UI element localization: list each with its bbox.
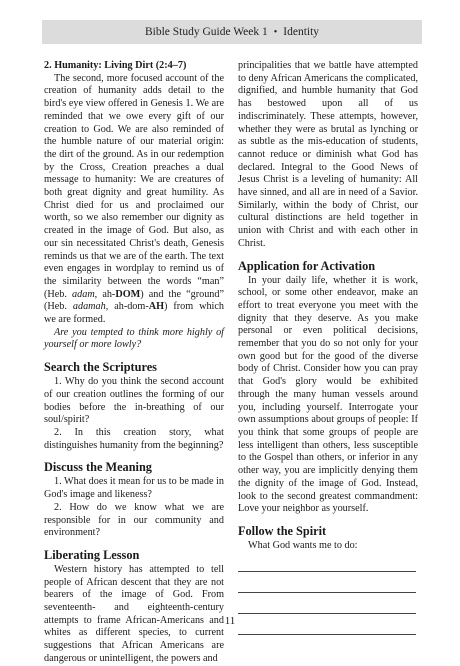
discuss-meaning-heading: Discuss the Meaning (44, 460, 152, 475)
discuss-question-1: 1. What does it mean for us to be made in God's image and likeness? (44, 476, 224, 501)
writing-line[interactable] (238, 574, 416, 593)
search-question-2: 2. In this creation story, what distinguishes humanity from the beginning? (44, 426, 224, 451)
writing-line[interactable] (238, 553, 416, 572)
continued-paragraph: principalities that we battle have attempted to deny African Americans the complicated, dignified, and humble humanity that God has bestowed upon all of us indiscriminately. These attempts, however, whether they were as brutal as lynching or as subtle as the mis-education of students, cannot reduce or diminish what God has declared. Integral to the Good News of Jesus Christ is a leveling of humanity: All have sinned, and all are in need of a Savior. Similarly, within the body of Christ, our cultural distinctions are held together in union with Christ and with each other in Christ. (238, 60, 418, 249)
liberating-lesson-text: Western history has attempted to tell people of African descent that they are not bearers of the image of God. From seventeenth- and eighteenth-century attempts to frame African-Americans and whites as different species, to current suggestions that African Americans are dangerous or unintelligent, the powers and (44, 563, 224, 664)
page-number: 11 (224, 615, 236, 627)
header-separator: • (273, 26, 278, 38)
section-subhead: 2. Humanity: Living Dirt (2:4–7) (44, 60, 187, 71)
application-text: In your daily life, whether it is work, school, or some other endeavor, make an effort to treat everyone you meet with the dignity that they deserve. As you make personal or even political decisions, remember that you do so not only for your own good but for the good of the diverse body of Christ. Consider how you can pray that God's glory would be exhibited through the many human vessels around you, including yourself. Interrogate your own assumptions about groups of people: If you think that some groups of people are less intelligent than others, less susceptible to the Gospel than others, or inferior in any other way, you are implicitly denying them the dignity of the image of God. Instead, look to the second greatest commandment: Love your neighbor as yourself. (238, 274, 418, 515)
left-column (44, 60, 224, 666)
reflection-question: Are you tempted to think more highly of yourself or more lowly? (44, 326, 224, 351)
search-question-1: 1. Why do you think the second account of our creation outlines the forming of our bodies before the in-breathing of our soul/spirit? (44, 376, 224, 426)
running-header (42, 20, 422, 44)
header-section: Identity (283, 26, 320, 38)
liberating-lesson-heading: Liberating Lesson (44, 547, 140, 562)
search-scriptures-heading: Search the Scriptures (44, 360, 157, 375)
discuss-question-2: 2. How do we know what we are responsible for in our community and environment? (44, 501, 224, 539)
follow-spirit-heading: Follow the Spirit (238, 523, 327, 538)
writing-line[interactable] (238, 595, 416, 614)
application-heading: Application for Activation (238, 258, 376, 273)
follow-spirit-prompt: What God wants me to do: (248, 539, 358, 551)
right-column (238, 60, 418, 637)
header-title: Bible Study Guide Week 1 (144, 26, 268, 38)
body-paragraph: The second, more focused account of the creation of humanity adds detail to the bird's eye view offered in Genesis 1. We are reminded that we owe every gift of our creation to God. We are also reminded of the humble nature of our material origin: the dirt of the ground. As in our redemption by the Cross, Creation preaches a dual message to humanity: We are creatures of both great dignity and great humility. As Christ died for us and proclaimed our worth, so we also remember our dignity as created in the image of God. But also, as our sin necessitated Christ's death, Genesis reminds us that we are of the earth. The text even engages in wordplay to remind us of the similarity between the words “man” (Heb. adam, ah-DOM) and the “ground” (Heb. adamah, ah-dom-AH) from which we are formed. (44, 72, 225, 326)
